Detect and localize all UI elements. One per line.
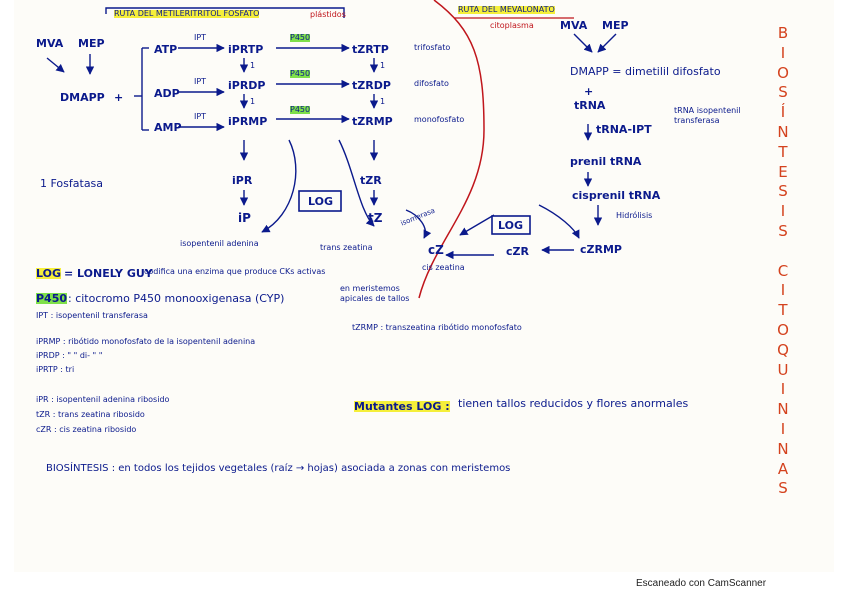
scanned-page — [14, 0, 834, 572]
side-letter: I — [780, 43, 786, 62]
arrow-mva — [47, 58, 64, 72]
arrow-mva-right — [574, 34, 592, 52]
side-letter: O — [777, 63, 789, 82]
legend-log-note: codifica una enzima que produce CKs activas — [144, 267, 326, 276]
legend-ipt: IPT : isopentenil transferasa — [36, 311, 148, 320]
side-letter: I — [780, 380, 786, 399]
dmapp-right: DMAPP = dimetilil difosfato — [570, 65, 721, 78]
side-letter: O — [777, 320, 789, 339]
trna-node: tRNA — [574, 99, 606, 112]
mva-right: MVA — [560, 19, 588, 32]
plastidos-label: plástidos — [310, 10, 346, 19]
iprmp-node: iPRMP — [228, 115, 268, 128]
side-letter: S — [778, 221, 788, 240]
side-letter: B — [777, 24, 789, 42]
side-letter: S — [778, 182, 788, 201]
tz-node: tZ — [368, 211, 383, 225]
step-one-c: 1 — [380, 61, 386, 70]
log2-node: LOG — [498, 219, 523, 232]
legend-iprtp: iPRTP : tri — [36, 365, 75, 374]
side-letter: T — [778, 301, 788, 320]
mep-left: MEP — [78, 37, 105, 50]
side-letter: N — [777, 400, 789, 419]
step-one-b: 1 — [250, 97, 256, 106]
hidrolisis-label: Hidrólisis — [616, 211, 653, 220]
citoplasma-label: citoplasma — [490, 21, 534, 30]
route-mep-title: RUTA DEL METILERITRITOL FOSFATO — [114, 9, 260, 18]
arrow-mep-right — [598, 34, 616, 52]
isomerasa-label: isomerasa — [399, 206, 437, 228]
side-letter: A — [777, 459, 789, 478]
route-mva-title: RUTA DEL MEVALONATO — [458, 5, 555, 14]
dmapp-left: DMAPP — [60, 91, 105, 104]
side-title-biosintesis-citoquininas — [774, 24, 792, 499]
tzrdp-node: tZRDP — [352, 79, 391, 92]
legend-iprdp: iPRDP : " " di- " " — [36, 351, 103, 360]
tzrmp-node: tZRMP — [352, 115, 393, 128]
legend-tzrmp: tZRMP : transzeatina ribótido monofosfato — [352, 323, 522, 332]
cis-label: cis zeatina — [422, 263, 465, 272]
ipt-label-2: IPT — [194, 77, 207, 86]
czr-node: cZR — [506, 245, 529, 258]
side-letter: E — [778, 162, 788, 181]
legend-p450-abbr: P450 — [36, 292, 68, 305]
trna-ipt-note: tRNA isopentenil transferasa — [674, 106, 741, 126]
ip-node: iP — [238, 211, 251, 225]
p450-label-2: P450 — [290, 69, 311, 78]
side-letter: C — [777, 261, 789, 280]
biosintesis-text: BIOSÍNTESIS : en todos los tejidos vegetales (raíz → hojas) asociada a zonas con meristemos — [46, 463, 511, 474]
tzr-node: tZR — [360, 174, 382, 187]
arrow-log-left — [262, 140, 296, 232]
trans-label: trans zeatina — [320, 243, 373, 252]
side-letter — [774, 242, 792, 262]
p450-label-3: P450 — [290, 105, 311, 114]
difosfato-label: difosfato — [414, 79, 449, 88]
side-letter: N — [777, 122, 789, 141]
plus-left: + — [114, 91, 124, 104]
log-node: LOG — [308, 195, 333, 208]
step-one-a: 1 — [250, 61, 256, 70]
iprtp-node: iPRTP — [228, 43, 264, 56]
camscanner-footer: Escaneado con CamScanner — [636, 578, 767, 589]
side-letter: T — [778, 142, 788, 161]
tzrtp-node: tZRTP — [352, 43, 389, 56]
adp-label: ADP — [154, 87, 180, 100]
mutantes-title: Mutantes LOG : — [354, 400, 450, 413]
plus-right: + — [584, 85, 594, 98]
legend-tzr: tZR : trans zeatina ribosido — [36, 410, 145, 419]
side-letter: S — [778, 83, 788, 102]
side-letter: I — [780, 281, 786, 300]
ipt-label-3: IPT — [194, 112, 207, 121]
ipt-label-1: IPT — [194, 33, 207, 42]
atp-label: ATP — [154, 43, 178, 56]
trna-ipt-node: tRNA-IPT — [596, 123, 652, 136]
monofosfato-label: monofosfato — [414, 115, 465, 124]
trifosfato-label: trifosfato — [414, 43, 451, 52]
czrmp-node: cZRMP — [580, 243, 622, 256]
amp-label: AMP — [154, 121, 182, 134]
arrow-cisprenil-down — [539, 205, 579, 238]
iprdp-node: iPRDP — [228, 79, 266, 92]
arrow-log2 — [460, 215, 494, 235]
fosfatasa-label: 1 Fosfatasa — [40, 177, 104, 190]
legend-ipr: iPR : isopentenil adenina ribosido — [36, 395, 170, 404]
ipr-node: iPR — [232, 174, 253, 187]
side-letter: Q — [777, 340, 789, 359]
cz-node: cZ — [428, 243, 444, 257]
side-letter: Í — [780, 103, 786, 122]
legend-log-text: = LONELY GUY — [64, 267, 153, 280]
side-letter: I — [780, 202, 786, 221]
cisprenil-trna-node: cisprenil tRNA — [572, 189, 661, 202]
legend-iprmp: iPRMP : ribótido monofosfato de la isopentenil adenina — [36, 337, 256, 346]
side-letter: U — [777, 360, 789, 379]
mutantes-text: tienen tallos reducidos y flores anormales — [458, 397, 689, 410]
prenil-trna-node: prenil tRNA — [570, 155, 642, 168]
legend-p450-text: : citocromo P450 monooxigenasa (CYP) — [68, 292, 285, 305]
p450-label-1: P450 — [290, 33, 311, 42]
legend-czr: cZR : cis zeatina ribosido — [36, 425, 137, 434]
isopentenil-label: isopentenil adenina — [180, 239, 259, 248]
side-letter: S — [778, 479, 788, 498]
side-letter: N — [777, 439, 789, 458]
mep-right: MEP — [602, 19, 629, 32]
legend-log-abbr: LOG — [36, 267, 61, 280]
legend-meristem: en meristemos apicales de tallos — [340, 284, 410, 304]
side-letter: I — [780, 419, 786, 438]
step-one-d: 1 — [380, 97, 386, 106]
mva-left: MVA — [36, 37, 64, 50]
